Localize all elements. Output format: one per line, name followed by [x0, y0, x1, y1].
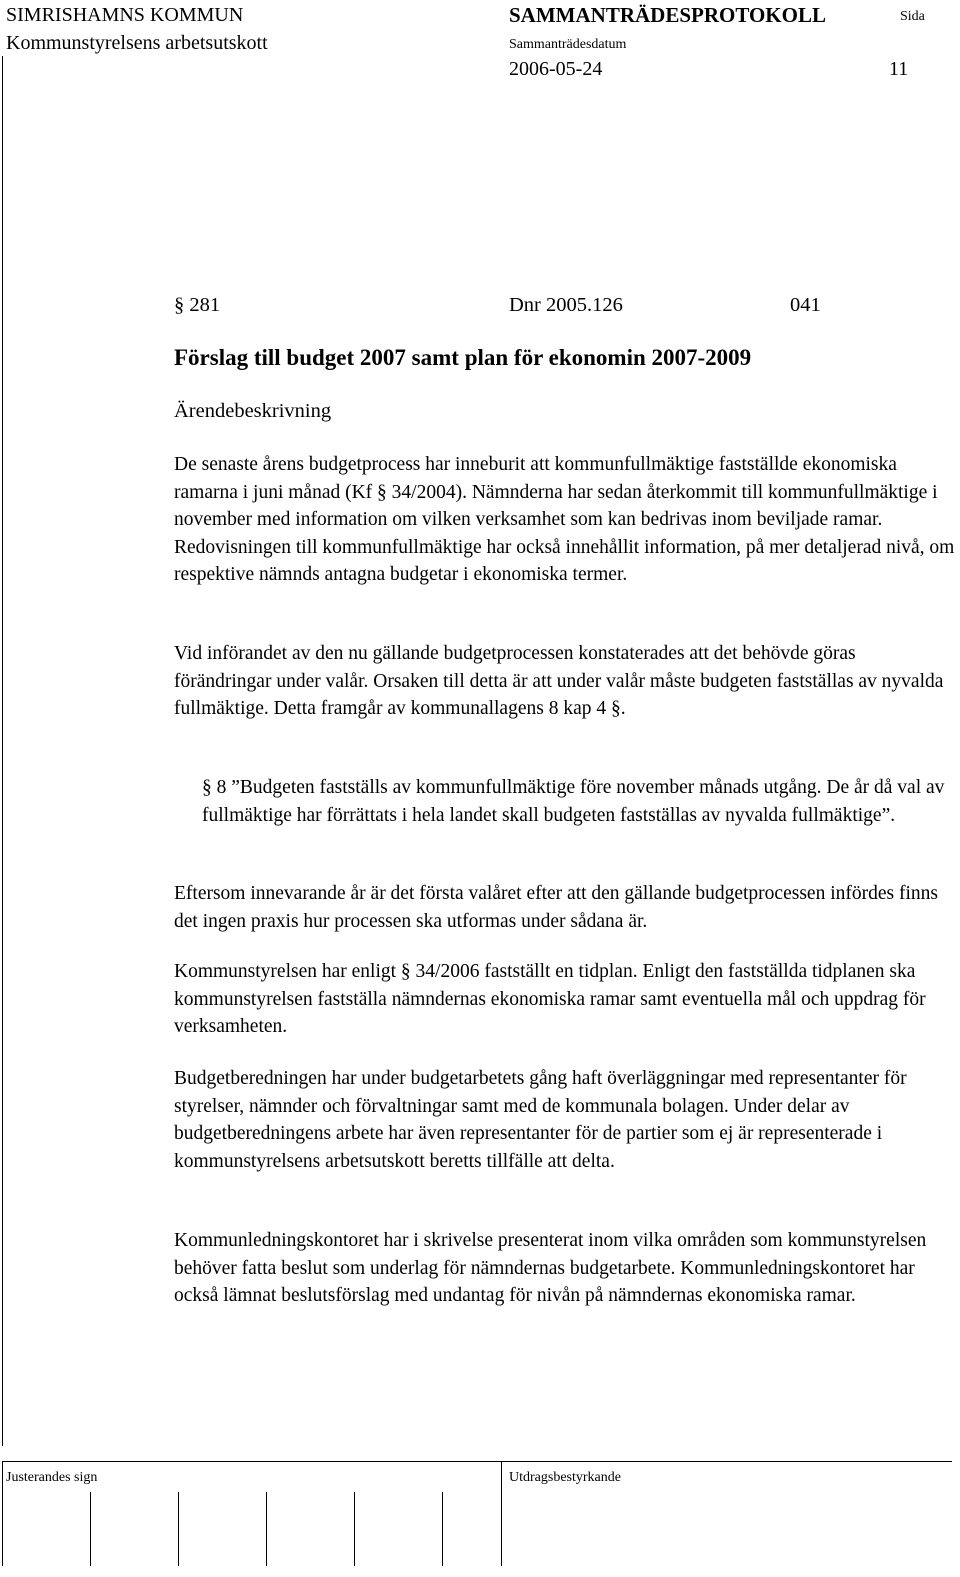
paragraph-5: Budgetberedningen har under budgetarbetets gång haft överläggningar med representanter för styrelser, nämnder och förvaltningar samt med de kommunala bolagen. Under delar av budgetberedningens arbete har även representanter för de partier som ej är representerade i kommunstyrelsens arbetsutskott beretts tillfälle att delta.	[174, 1068, 907, 1172]
date-label: Sammanträdesdatum	[509, 37, 627, 52]
signature-box-line	[178, 1492, 179, 1566]
archive-code: 041	[790, 294, 821, 316]
meeting-date: 2006-05-24	[509, 58, 603, 80]
page-label: Sida	[900, 9, 925, 24]
committee-name: Kommunstyrelsens arbetsutskott	[6, 32, 268, 54]
paragraph-number: § 281	[174, 294, 221, 316]
footer-divider	[501, 1461, 502, 1566]
paragraph-3: Eftersom innevarande år är det första valåret efter att den gällande budgetprocessen infördes finns det ingen praxis hur processen ska utformas under sådana är.	[174, 883, 938, 932]
signature-box-line	[354, 1492, 355, 1566]
footer-rule	[2, 1461, 952, 1462]
page-number: 11	[889, 58, 909, 80]
section-heading: Ärendebeskrivning	[174, 400, 332, 422]
certification-label: Utdragsbestyrkande	[509, 1470, 621, 1485]
paragraph-2: Vid införandet av den nu gällande budgetprocessen konstaterades att det behövde göras förändringar under valår. Orsaken till detta är att under valår måste budgeten fastställas av nyvalda fullmäktige. Detta framgår av kommunallagens 8 kap 4 §.	[174, 643, 944, 719]
signature-label: Justerandes sign	[6, 1470, 98, 1485]
paragraph-6: Kommunledningskontoret har i skrivelse presenterat inom vilka områden som kommunstyrelsen behöver fatta beslut som underlag för nämndernas budgetarbete. Kommunledningskontoret har också lämnat beslutsförslag med undantag för nivån på nämndernas ekonomiska ramar.	[174, 1230, 927, 1306]
signature-box-line	[442, 1492, 443, 1566]
item-title: Förslag till budget 2007 samt plan för ekonomin 2007-2009	[174, 345, 752, 370]
paragraph-4: Kommunstyrelsen har enligt § 34/2006 fastställt en tidplan. Enligt den fastställda tidplanen ska kommunstyrelsen fastställa nämndernas ekonomiska ramar samt eventuella mål och uppdrag för verksamheten.	[174, 961, 926, 1037]
protocol-title: SAMMANTRÄDESPROTOKOLL	[509, 3, 826, 27]
margin-rule	[2, 56, 3, 1446]
municipality-name: SIMRISHAMNS KOMMUN	[6, 4, 244, 26]
signature-box-line	[266, 1492, 267, 1566]
diary-number: Dnr 2005.126	[509, 294, 623, 316]
law-quote: § 8 ”Budgeten fastställs av kommunfullmäktige före november månads utgång. De år då val av fullmäktige har förrättats i hela landet skall budgeten fastställas av nyvalda fullmäktige”.	[202, 777, 945, 826]
paragraph-1: De senaste årens budgetprocess har inneburit att kommunfullmäktige fastställde ekonomiska ramarna i juni månad (Kf § 34/2004). Nämnderna har sedan återkommit till kommunfullmäktige i november med information om vilken verksamhet som kan bedrivas inom beviljade ramar. Redovisningen till kommunfullmäktige har också innehållit information, på mer detaljerad nivå, om respektive nämnds antagna budgetar i ekonomiska termer.	[174, 454, 955, 585]
signature-box-line	[2, 1461, 3, 1566]
signature-box-line	[90, 1492, 91, 1566]
